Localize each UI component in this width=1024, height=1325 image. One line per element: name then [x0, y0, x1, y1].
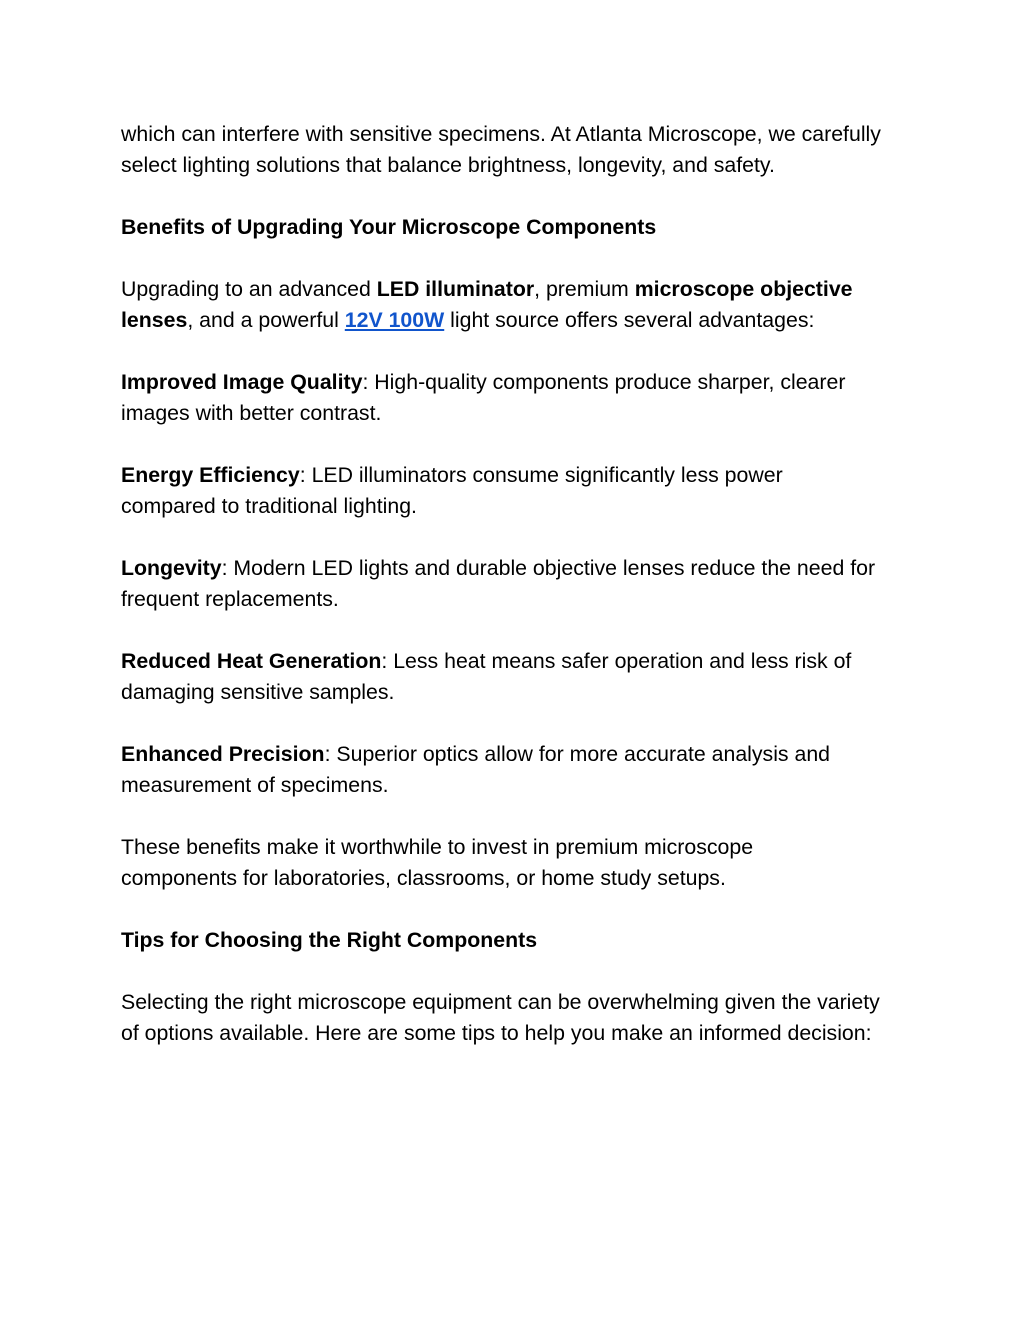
benefit-title: Reduced Heat Generation [121, 649, 382, 673]
benefit-text: : Less heat means safer operation and less risk of damaging sensitive samples. [121, 649, 852, 704]
benefit-item [121, 646, 911, 708]
lead-text-3: , and a powerful [187, 308, 345, 332]
closing-text: These benefits make it worthwhile to invest in premium microscope components for laboratories, classrooms, or home study setups. [121, 835, 754, 890]
benefit-item [121, 367, 861, 429]
lead-text-2: , premium [534, 277, 635, 301]
lead-text-1: Upgrading to an advanced [121, 277, 377, 301]
tips-heading: Tips for Choosing the Right Components [121, 928, 538, 952]
intro-text: which can interfere with sensitive specimens. At Atlanta Microscope, we carefully select lighting solutions that balance brightness, longevity, and safety. [121, 122, 881, 177]
benefit-item [121, 553, 881, 615]
benefits-closing-paragraph [121, 832, 861, 894]
benefits-heading: Benefits of Upgrading Your Microscope Components [121, 215, 657, 239]
document-page [121, 119, 921, 1080]
intro-paragraph [121, 119, 881, 181]
benefit-title: Longevity [121, 556, 222, 580]
benefits-lead-paragraph [121, 274, 881, 336]
tips-intro-text: Selecting the right microscope equipment can be overwhelming given the variety of options available. Here are some tips to help you make an informed decision: [121, 990, 880, 1045]
benefit-title: Energy Efficiency [121, 463, 300, 487]
lead-bold-led-illuminator: LED illuminator [376, 277, 535, 301]
lead-bold-objective-lenses: microscope objective lenses [121, 277, 853, 332]
benefit-text: : LED illuminators consume significantly less power compared to traditional lighting. [121, 463, 783, 518]
link-12v-100w[interactable]: 12V 100W [344, 308, 445, 332]
lead-text-4: light source offers several advantages: [444, 308, 815, 332]
benefit-item [121, 739, 911, 801]
benefit-title: Enhanced Precision [121, 742, 325, 766]
benefit-text: : Superior optics allow for more accurate analysis and measurement of specimens. [121, 742, 831, 797]
benefit-text: : Modern LED lights and durable objective lenses reduce the need for frequent replacements. [121, 556, 876, 611]
benefit-title: Improved Image Quality [121, 370, 363, 394]
benefit-text: : High-quality components produce sharper, clearer images with better contrast. [121, 370, 846, 425]
benefit-item [121, 460, 881, 522]
tips-intro-paragraph [121, 987, 891, 1049]
